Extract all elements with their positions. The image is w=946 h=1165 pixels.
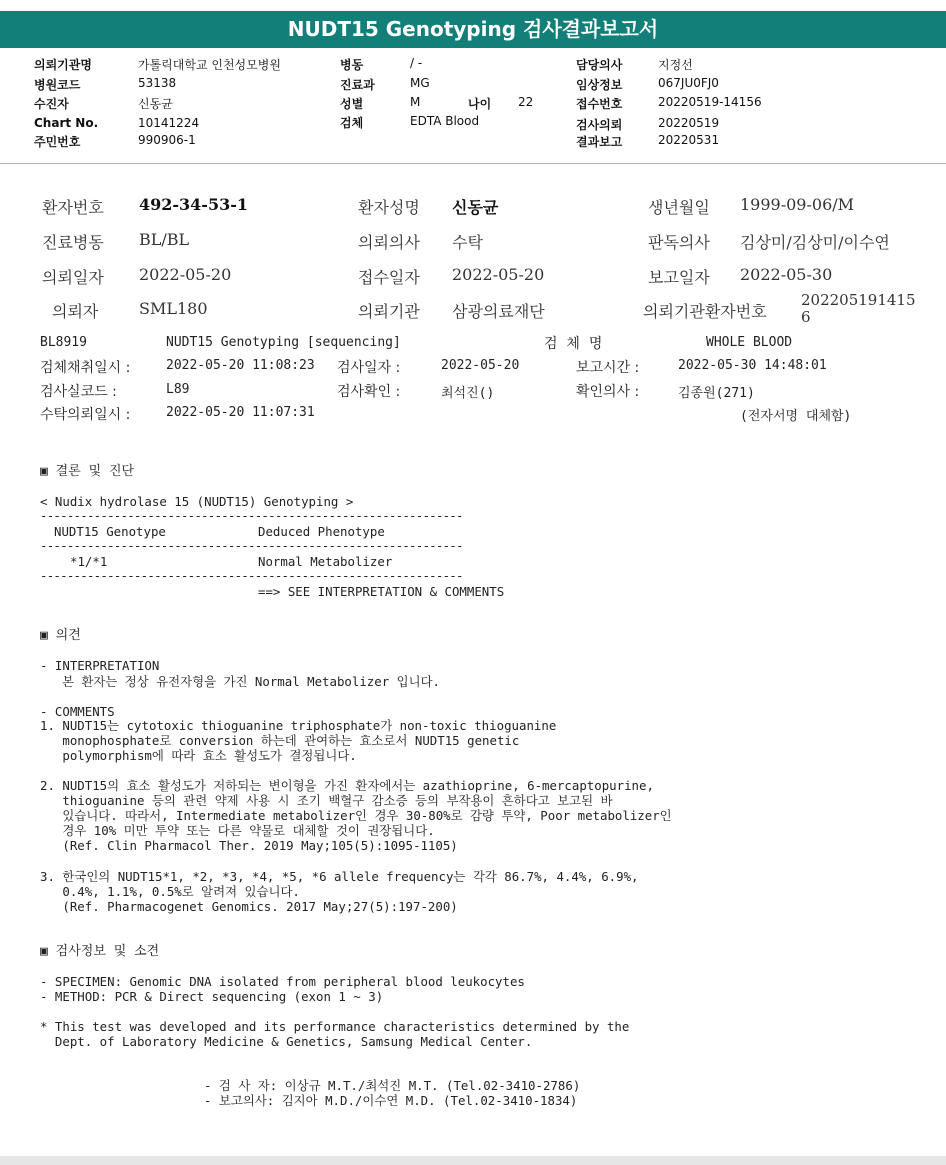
patient-label-referring-doctor: 의뢰의사	[358, 233, 420, 252]
header-value-clinical-info: 067JU0FJ0	[658, 76, 719, 90]
patient-label-name: 환자성명	[358, 198, 420, 217]
header-label-clinical-info: 임상정보	[576, 78, 623, 92]
comment-1: 1. NUDT15는 cytotoxic thioguanine triphosphate가 non-toxic thioguanine monophosphate로 conversion 하는데 관여하는 효소로서 NUDT15 genetic polymorphism에 따라 효소 활성도가 결정됩니다.	[40, 718, 557, 763]
patient-value-institution: 삼광의료재단	[452, 302, 545, 321]
column-header-phenotype: Deduced Phenotype	[258, 524, 385, 539]
header-label-examinee: 수진자	[34, 97, 69, 111]
header-value-department: MG	[410, 76, 430, 90]
test-date-label: 검사일자 :	[337, 360, 401, 376]
section-conclusion-title: ▣ 결론 및 진단	[40, 464, 135, 479]
patient-value-reading-doctor: 김상미/김상미/이수연	[740, 233, 890, 252]
patient-value-birth: 1999-09-06/M	[740, 195, 855, 214]
phenotype-value: Normal Metabolizer	[258, 554, 393, 569]
section-opinion-title: ▣ 의견	[40, 628, 81, 643]
patient-value-request-date: 2022-05-20	[139, 265, 232, 284]
signers-text: - 검 사 자: 이상규 M.T./최석진 M.T. (Tel.02-3410-2786) - 보고의사: 김지아 M.D./이수연 M.D. (Tel.02-3410-1834)	[204, 1078, 581, 1108]
report-title-banner: NUDT15 Genotyping 검사결과보고서	[0, 11, 946, 48]
request-time-value: 2022-05-20 11:07:31	[166, 405, 315, 420]
header-label-physician: 담당의사	[576, 58, 623, 72]
page-bottom-bar	[0, 1156, 946, 1165]
collect-time-value: 2022-05-20 11:08:23	[166, 358, 315, 373]
see-interpretation-note: ==> SEE INTERPRETATION & COMMENTS	[258, 584, 505, 599]
patient-value-requester: SML180	[139, 299, 208, 318]
specimen-name-label: 검 체 명	[544, 336, 603, 352]
comment-3: 3. 한국인의 NUDT15*1, *2, *3, *4, *5, *6 allele frequency는 각각 86.7%, 4.4%, 6.9%, 0.4%, 1.1%, 0.5%로 알려져 있습니다. (Ref. Pharmacogenet Genomics. 2017 May;27(5):197-200)	[40, 869, 639, 914]
test-date-value: 2022-05-20	[441, 358, 520, 373]
patient-label-institution: 의뢰기관	[358, 302, 420, 321]
assay-title: < Nudix hydrolase 15 (NUDT15) Genotyping >	[40, 494, 354, 509]
patient-value-institution-patient-no: 202205191415	[801, 291, 916, 309]
header-value-institution: 가톨릭대학교 인천성모병원	[138, 58, 281, 72]
header-value-age: 22	[518, 95, 534, 109]
header-divider	[0, 163, 946, 164]
patient-value-id: 492-34-53-1	[139, 195, 248, 214]
header-label-department: 진료과	[340, 78, 375, 92]
report-time-value: 2022-05-30 14:48:01	[678, 358, 827, 373]
table-rule-bottom: ---------------------------------------------------------------	[40, 568, 463, 583]
development-note: * This test was developed and its performance characteristics determined by the Dept. of Laboratory Medicine & Genetics, Samsung Medical Center.	[40, 1019, 630, 1049]
patient-label-report-date: 보고일자	[648, 268, 710, 287]
table-rule-top: ---------------------------------------------------------------	[40, 508, 463, 523]
patient-label-request-date: 의뢰일자	[42, 268, 104, 287]
patient-label-receipt-date: 접수일자	[358, 268, 420, 287]
header-label-institution: 의뢰기관명	[34, 58, 92, 72]
specimen-name-value: WHOLE BLOOD	[706, 335, 793, 350]
patient-value-institution-patient-no-cont: 6	[801, 308, 811, 326]
patient-label-reading-doctor: 판독의사	[648, 233, 710, 252]
header-label-receipt-no: 접수번호	[576, 97, 623, 111]
header-label-request-date: 검사의뢰	[576, 118, 623, 132]
electronic-signature-note: (전자서명 대체함)	[740, 409, 852, 424]
header-value-sex: M	[410, 95, 421, 109]
header-value-receipt-no: 20220519-14156	[658, 95, 762, 109]
section-test-info-title: ▣ 검사정보 및 소견	[40, 944, 160, 959]
header-label-ward: 병동	[340, 58, 364, 72]
patient-value-report-date: 2022-05-30	[740, 265, 833, 284]
header-label-chart-no: Chart No.	[34, 116, 99, 130]
confirm-doctor-label: 확인의사 :	[576, 384, 640, 400]
header-value-resident-no: 990906-1	[138, 133, 196, 147]
patient-value-receipt-date: 2022-05-20	[452, 265, 545, 284]
test-code: BL8919	[40, 335, 87, 350]
patient-label-requester: 의뢰자	[52, 302, 99, 321]
header-value-ward: / -	[410, 56, 423, 70]
specimen-method-text: - SPECIMEN: Genomic DNA isolated from peripheral blood leukocytes - METHOD: PCR & Direct sequencing (exon 1 ~ 3)	[40, 974, 525, 1004]
test-name: NUDT15 Genotyping [sequencing]	[166, 335, 401, 350]
header-value-hospital-code: 53138	[138, 76, 177, 90]
header-value-physician: 지정선	[658, 58, 693, 72]
patient-label-birth: 생년월일	[648, 198, 710, 217]
header-label-specimen: 검체	[340, 116, 364, 130]
header-label-hospital-code: 병원코드	[34, 78, 81, 92]
report-time-label: 보고시간 :	[576, 360, 640, 376]
header-value-examinee: 신동균	[138, 97, 173, 111]
header-label-sex: 성별	[340, 97, 364, 111]
header-label-age: 나이	[468, 97, 492, 111]
patient-label-id: 환자번호	[42, 198, 104, 217]
header-value-request-date: 20220519	[658, 116, 720, 130]
request-time-label: 수탁의뢰일시 :	[40, 407, 131, 423]
interpretation-text: 본 환자는 정상 유전자형을 가진 Normal Metabolizer 입니다.	[62, 674, 441, 689]
interpretation-heading: - INTERPRETATION	[40, 658, 160, 673]
column-header-genotype: NUDT15 Genotype	[54, 524, 166, 539]
patient-label-ward: 진료병동	[42, 233, 104, 252]
header-value-chart-no: 10141224	[138, 116, 200, 130]
patient-value-ward: BL/BL	[139, 230, 190, 249]
test-confirm-label: 검사확인 :	[337, 384, 401, 400]
comment-2: 2. NUDT15의 효소 활성도가 저하되는 변이형을 가진 환자에서는 azathioprine, 6-mercaptopurine, thioguanine 등의 관련 약제 사용 시 조기 백혈구 감소증 등의 부작용이 흔하다고 보고된 바 있습니다. 따라서, Intermediate metabolizer인 경우 30-80%로 감량 투약, Poor metabolizer인 경우 10% 미만 투약 또는 다른 약물로 대체할 것이 권장됩니다. (Ref. Clin Pharmacol Ther. 2019 May;105(5):1095-1105)	[40, 778, 672, 853]
header-value-result-date: 20220531	[658, 133, 720, 147]
collect-time-label: 검체채취일시 :	[40, 360, 131, 376]
confirm-doctor-value: 김종원(271)	[678, 386, 755, 401]
lab-code-value: L89	[166, 382, 190, 397]
test-confirm-value: 최석진()	[441, 386, 495, 401]
genotype-value: *1/*1	[70, 554, 108, 569]
comments-heading: - COMMENTS	[40, 704, 115, 719]
patient-value-referring-doctor: 수탁	[452, 233, 483, 252]
lab-code-label: 검사실코드 :	[40, 384, 117, 400]
header-label-result-date: 결과보고	[576, 135, 623, 149]
header-label-resident-no: 주민번호	[34, 135, 81, 149]
patient-label-institution-patient-no: 의뢰기관환자번호	[643, 302, 767, 321]
patient-value-name: 신동균	[452, 198, 499, 217]
table-rule-middle: ---------------------------------------------------------------	[40, 538, 463, 553]
header-value-specimen: EDTA Blood	[410, 114, 480, 128]
